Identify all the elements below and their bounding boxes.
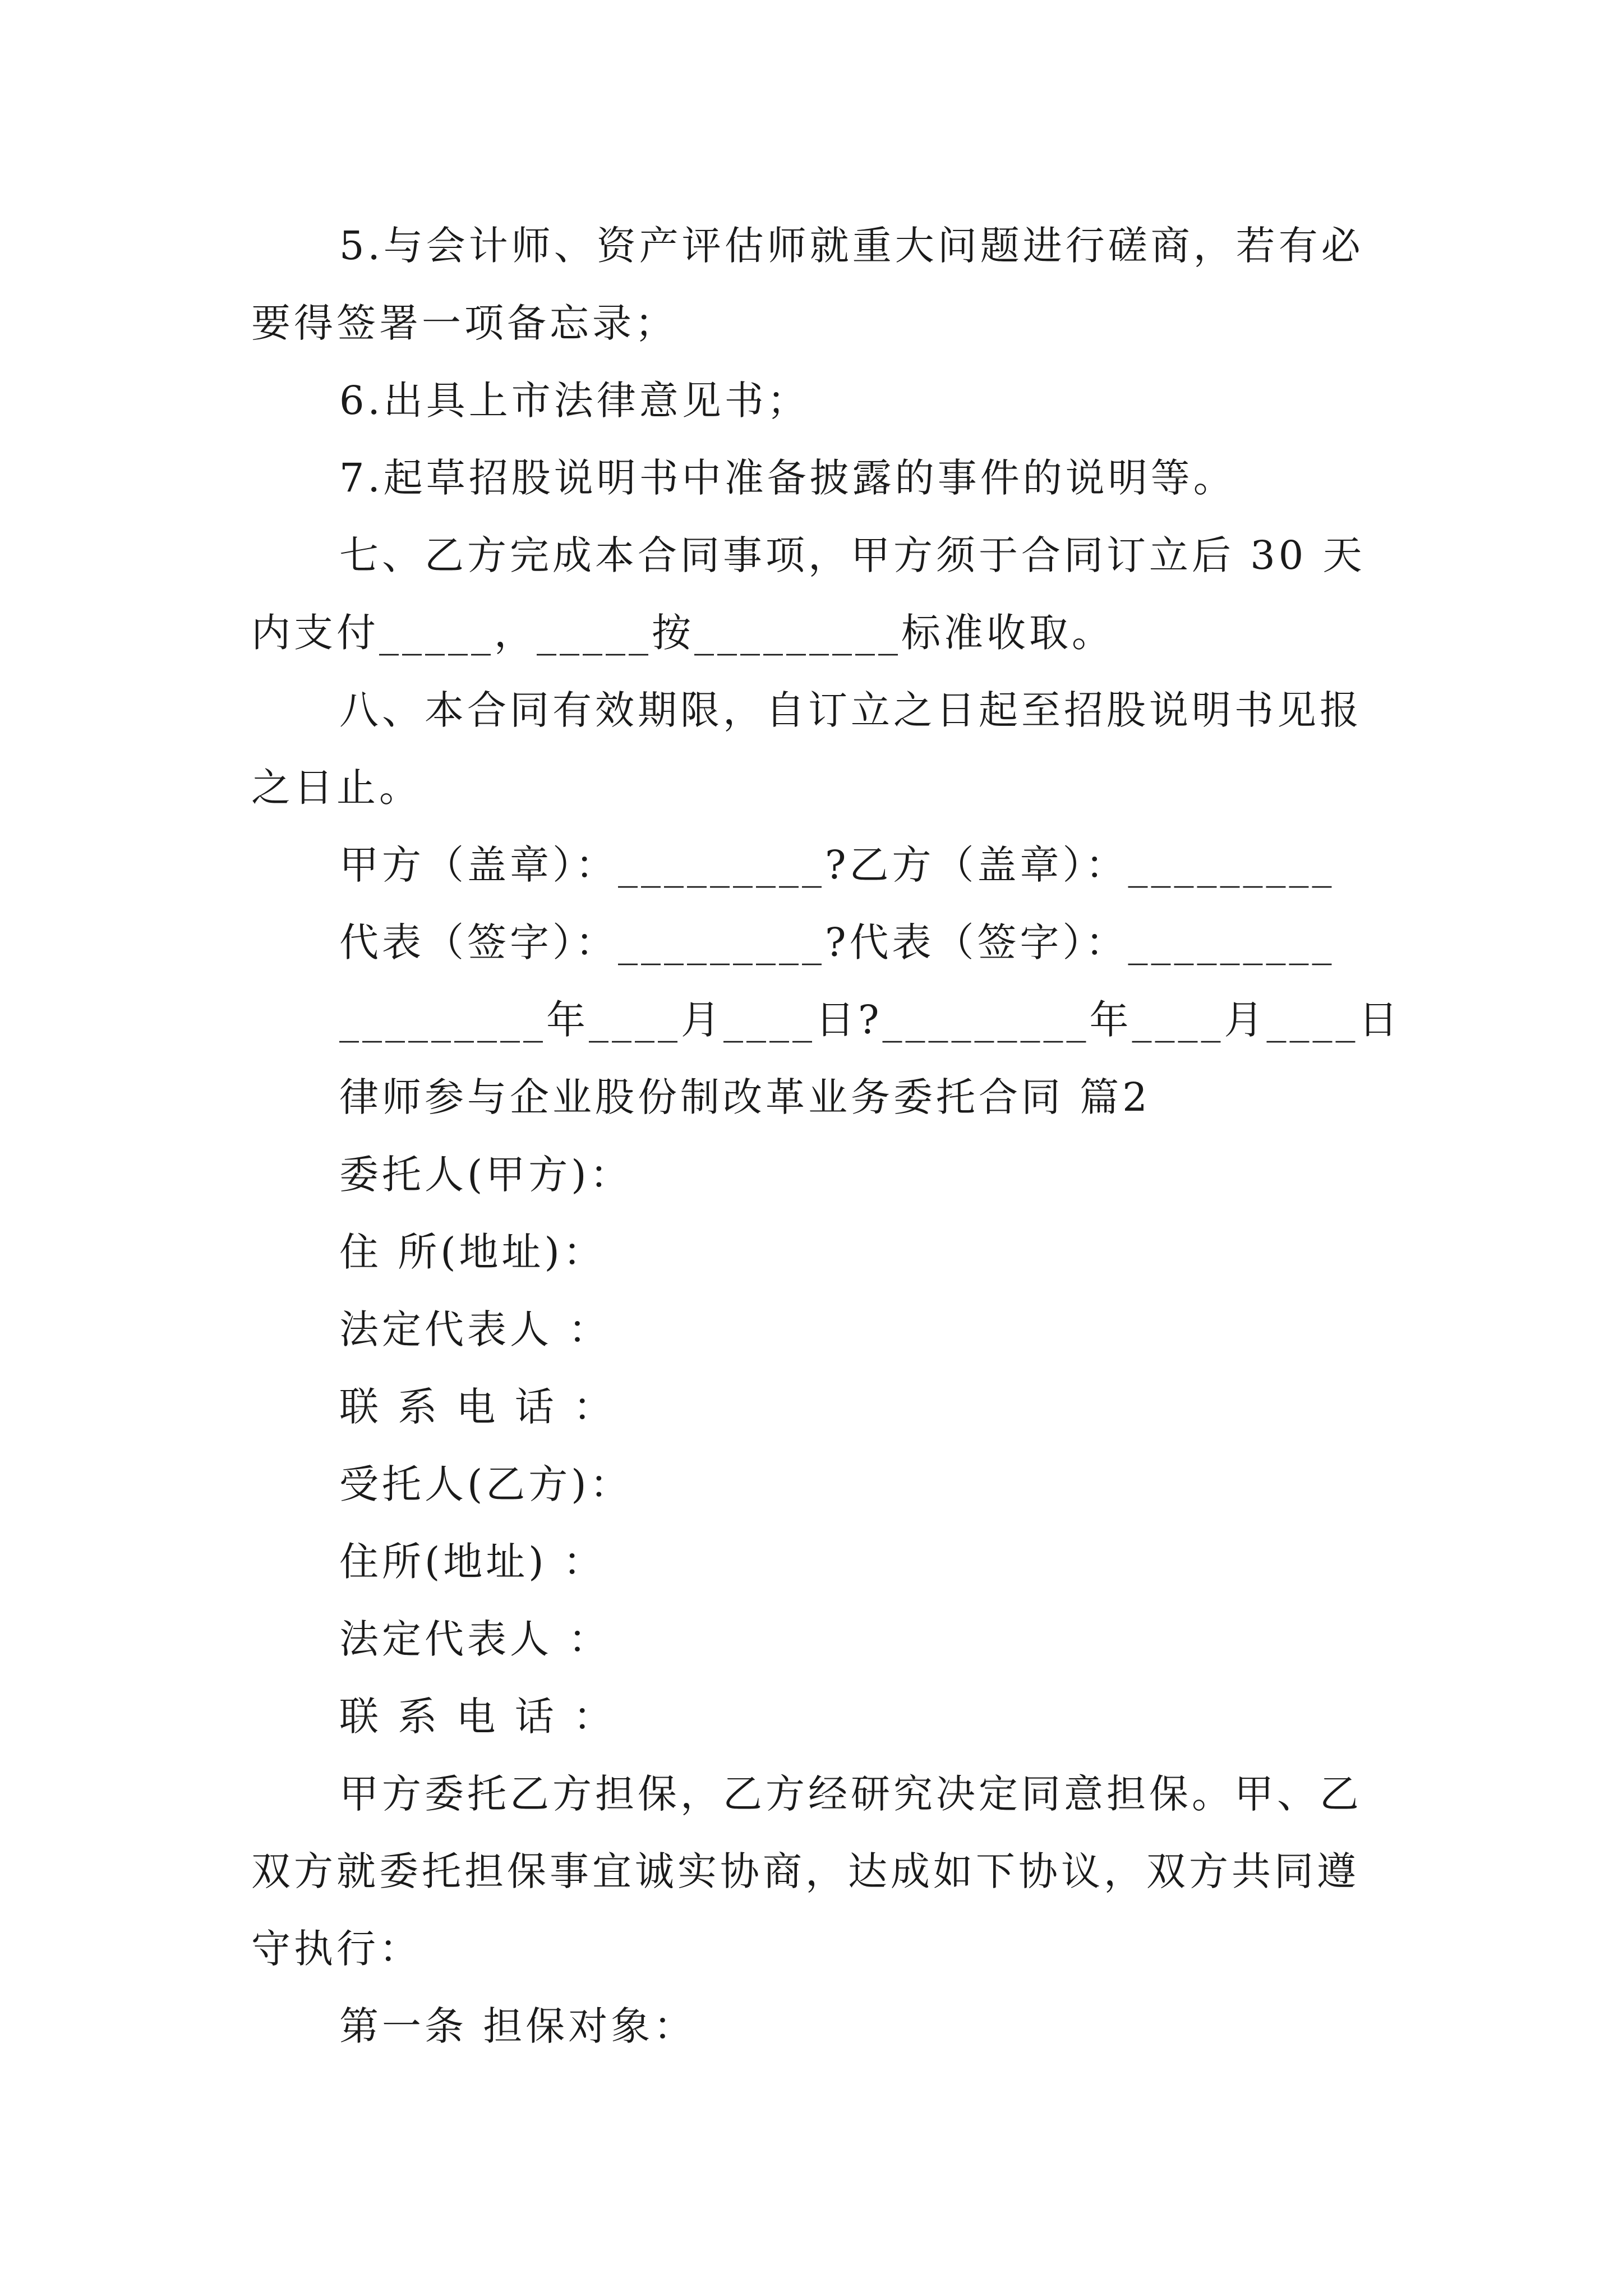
clause-seven-cont: 内支付_____，_____按_________标准收取。 xyxy=(251,610,1114,656)
signature-representative-line: 代表（签字）：_________?代表（签字）：_________ xyxy=(339,919,1335,965)
section-title: 律师参与企业股份制改革业务委托合同 篇2 xyxy=(339,1074,1151,1120)
clause-eight-cont: 之日止。 xyxy=(251,765,422,811)
field-legal-rep-a: 法定代表人 ： xyxy=(339,1306,611,1352)
field-address-b: 住所(地址) ： xyxy=(339,1539,606,1585)
signature-seal-line: 甲方（盖章）：_________?乙方（盖章）：_________ xyxy=(339,842,1335,888)
agreement-intro-end: 守执行： xyxy=(251,1926,422,1972)
clause-eight: 八、本合同有效期限，自订立之日起至招股说明书见报 xyxy=(339,687,1362,733)
field-legal-rep-b: 法定代表人 ： xyxy=(339,1616,611,1662)
paragraph-item-5: 5.与会计师、资产评估师就重大问题进行磋商，若有必 xyxy=(339,223,1364,269)
clause-seven: 七、乙方完成本合同事项，甲方须于合同订立后 30 天 xyxy=(339,532,1366,578)
field-phone-b: 联 系 电 话 ： xyxy=(339,1694,616,1740)
paragraph-item-6: 6.出具上市法律意见书； xyxy=(339,378,810,424)
field-client-party-a: 委托人(甲方)： xyxy=(339,1152,633,1198)
paragraph-item-7: 7.起草招股说明书中准备披露的事件的说明等。 xyxy=(339,455,1236,501)
field-trustee-party-b: 受托人(乙方)： xyxy=(339,1461,633,1507)
paragraph-item-5-cont: 要得签署一项备忘录； xyxy=(251,300,677,346)
field-address-a: 住 所(地址)： xyxy=(339,1229,606,1275)
article-one-heading: 第一条 担保对象： xyxy=(339,2003,697,2049)
agreement-intro-cont: 双方就委托担保事宜诚实协商，达成如下协议，双方共同遵 xyxy=(251,1848,1359,1894)
signature-date-line: _________年____月____日?_________年____月____日 xyxy=(339,997,1401,1043)
agreement-intro: 甲方委托乙方担保，乙方经研究决定同意担保。甲、乙 xyxy=(339,1771,1362,1817)
field-phone-a: 联 系 电 话 ： xyxy=(339,1384,616,1430)
